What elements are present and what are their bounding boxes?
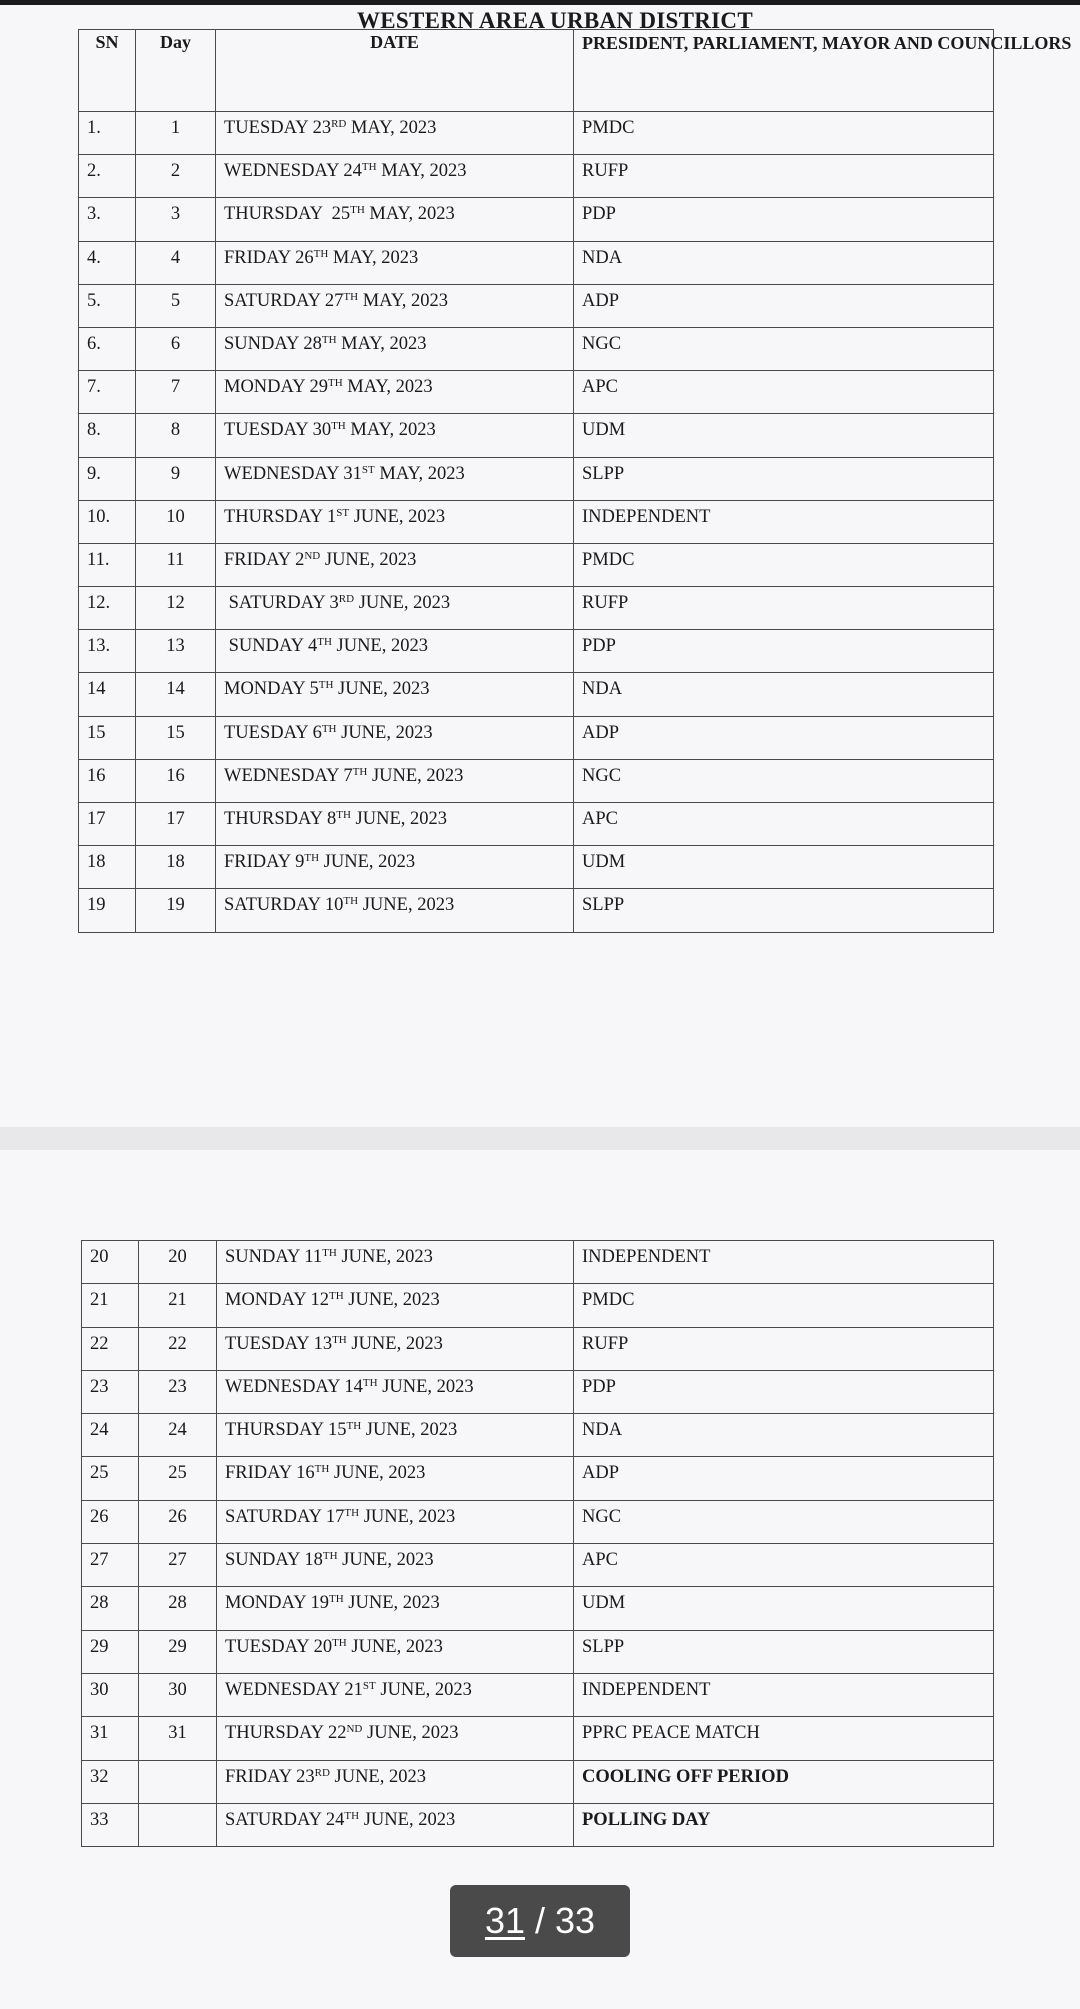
date-weekday-day: SUNDAY 4 bbox=[224, 636, 318, 657]
date-weekday-day: MONDAY 12 bbox=[225, 1290, 329, 1311]
cell-party: PMDC bbox=[574, 543, 994, 586]
cell-sn: 4. bbox=[79, 241, 136, 284]
table-row bbox=[82, 1414, 994, 1457]
cell-sn: 19 bbox=[79, 889, 136, 932]
table-row bbox=[79, 889, 994, 932]
cell-date bbox=[216, 241, 574, 284]
table-row bbox=[79, 112, 994, 155]
table-row bbox=[79, 716, 994, 759]
cell-party: ADP bbox=[574, 716, 994, 759]
date-ordinal-suffix: TH bbox=[361, 161, 377, 174]
date-weekday-day: FRIDAY 2 bbox=[224, 549, 305, 570]
cell-sn: 15 bbox=[79, 716, 136, 759]
date-weekday-day: SUNDAY 11 bbox=[225, 1247, 323, 1267]
date-month-year: JUNE, 2023 bbox=[361, 1420, 458, 1441]
cell-date bbox=[216, 716, 574, 759]
cell-sn: 26 bbox=[82, 1500, 139, 1543]
cell-date bbox=[216, 198, 574, 241]
cell-party: POLLING DAY bbox=[574, 1803, 994, 1846]
cell-sn: 28 bbox=[82, 1587, 139, 1630]
cell-day: 28 bbox=[139, 1587, 217, 1630]
cell-sn: 7. bbox=[79, 371, 136, 414]
table-row bbox=[82, 1284, 994, 1327]
date-ordinal-suffix: TH bbox=[343, 290, 359, 303]
cell-sn: 13. bbox=[79, 630, 136, 673]
cell-sn: 23 bbox=[82, 1370, 139, 1413]
cell-sn: 31 bbox=[82, 1717, 139, 1760]
table-row bbox=[79, 803, 994, 846]
cell-day: 30 bbox=[139, 1673, 217, 1716]
date-weekday-day: SATURDAY 27 bbox=[224, 290, 344, 311]
cell-date bbox=[217, 1587, 574, 1630]
date-ordinal-suffix: TH bbox=[336, 809, 351, 821]
cell-day: 18 bbox=[136, 846, 216, 889]
cell-party: PPRC PEACE MATCH bbox=[574, 1717, 994, 1760]
date-month-year: MAY, 2023 bbox=[364, 204, 455, 225]
date-weekday-day: SUNDAY 18 bbox=[225, 1550, 323, 1571]
table-row bbox=[82, 1457, 994, 1500]
cell-sn: 21 bbox=[82, 1284, 139, 1327]
date-weekday-day: SATURDAY 10 bbox=[224, 895, 344, 916]
table-row bbox=[79, 198, 994, 241]
cell-party: NGC bbox=[574, 759, 994, 802]
date-weekday-day: WEDNESDAY 31 bbox=[224, 463, 362, 484]
date-ordinal-suffix: RD bbox=[338, 593, 355, 606]
date-month-year: JUNE, 2023 bbox=[350, 809, 448, 829]
cell-sn: 29 bbox=[82, 1630, 139, 1673]
date-month-year: JUNE, 2023 bbox=[375, 1679, 472, 1700]
cell-party: APC bbox=[574, 803, 994, 846]
date-ordinal-suffix: TH bbox=[332, 1636, 347, 1649]
table-row bbox=[79, 457, 994, 500]
date-ordinal-suffix: TH bbox=[322, 1550, 338, 1563]
cell-date bbox=[216, 371, 574, 414]
date-month-year: JUNE, 2023 bbox=[343, 1290, 440, 1311]
table-row bbox=[82, 1370, 994, 1413]
cell-day: 31 bbox=[139, 1717, 217, 1760]
date-weekday-day: SATURDAY 17 bbox=[225, 1506, 345, 1527]
cell-party: COOLING OFF PERIOD bbox=[574, 1760, 994, 1803]
table-row bbox=[79, 414, 994, 457]
total-pages: 33 bbox=[555, 1900, 596, 1941]
cell-day: 4 bbox=[136, 241, 216, 284]
table-row bbox=[82, 1717, 994, 1760]
cell-sn: 9. bbox=[79, 457, 136, 500]
cell-date bbox=[216, 889, 574, 932]
cell-party: ADP bbox=[574, 284, 994, 327]
cell-party: PDP bbox=[574, 1370, 994, 1413]
cell-date bbox=[217, 1673, 574, 1716]
cell-party: UDM bbox=[574, 846, 994, 889]
cell-party: INDEPENDENT bbox=[574, 500, 994, 543]
cell-sn: 10. bbox=[79, 500, 136, 543]
table-row bbox=[79, 673, 994, 716]
date-ordinal-suffix: TH bbox=[332, 1333, 347, 1346]
date-ordinal-suffix: TH bbox=[314, 1463, 330, 1476]
date-month-year: JUNE, 2023 bbox=[359, 1506, 456, 1527]
date-month-year: JUNE, 2023 bbox=[367, 765, 464, 786]
cell-day: 21 bbox=[139, 1284, 217, 1327]
date-month-year: JUNE, 2023 bbox=[377, 1376, 474, 1397]
date-ordinal-suffix: TH bbox=[322, 1247, 337, 1259]
cell-date bbox=[217, 1370, 574, 1413]
date-ordinal-suffix: TH bbox=[346, 1420, 362, 1433]
cell-date bbox=[216, 112, 574, 155]
cell-day: 5 bbox=[136, 284, 216, 327]
document-page-2 bbox=[0, 1150, 1080, 2009]
cell-day: 16 bbox=[136, 759, 216, 802]
date-weekday-day: TUESDAY 30 bbox=[224, 420, 332, 441]
schedule-body-1 bbox=[79, 112, 994, 933]
cell-party: SLPP bbox=[574, 457, 994, 500]
table-row bbox=[82, 1500, 994, 1543]
cell-date bbox=[217, 1414, 574, 1457]
page-indicator[interactable] bbox=[450, 1885, 630, 1957]
cell-day: 2 bbox=[136, 155, 216, 198]
cell-sn: 27 bbox=[82, 1544, 139, 1587]
cell-party: INDEPENDENT bbox=[574, 1673, 994, 1716]
cell-sn: 25 bbox=[82, 1457, 139, 1500]
cell-day: 13 bbox=[136, 630, 216, 673]
cell-date bbox=[216, 846, 574, 889]
cell-party: APC bbox=[574, 371, 994, 414]
date-month-year: MAY, 2023 bbox=[376, 161, 467, 182]
cell-party: NGC bbox=[574, 1500, 994, 1543]
date-ordinal-suffix: ST bbox=[362, 1679, 376, 1692]
cell-day: 17 bbox=[136, 803, 216, 846]
cell-date bbox=[216, 803, 574, 846]
cell-date bbox=[216, 155, 574, 198]
date-weekday-day: SUNDAY 28 bbox=[224, 333, 322, 354]
cell-sn: 24 bbox=[82, 1414, 139, 1457]
cell-day: 10 bbox=[136, 500, 216, 543]
current-page-number[interactable]: 31 bbox=[484, 1900, 525, 1941]
date-month-year: JUNE, 2023 bbox=[319, 852, 416, 873]
date-ordinal-suffix: TH bbox=[317, 636, 332, 649]
date-month-year: MAY, 2023 bbox=[358, 290, 449, 311]
cell-day bbox=[139, 1760, 217, 1803]
header-date: DATE bbox=[216, 30, 574, 112]
cell-date bbox=[217, 1803, 574, 1846]
date-ordinal-suffix: RD bbox=[314, 1766, 330, 1779]
date-month-year: JUNE, 2023 bbox=[358, 895, 455, 916]
cell-sn: 1. bbox=[79, 112, 136, 155]
cell-party: NDA bbox=[574, 673, 994, 716]
cell-party: INDEPENDENT bbox=[574, 1241, 994, 1284]
cell-party: RUFP bbox=[574, 155, 994, 198]
schedule-table-1 bbox=[78, 29, 1072, 933]
cell-party: UDM bbox=[574, 414, 994, 457]
table-row bbox=[82, 1803, 994, 1846]
date-month-year: JUNE, 2023 bbox=[331, 636, 428, 657]
cell-party: UDM bbox=[574, 1587, 994, 1630]
date-weekday-day: MONDAY 5 bbox=[224, 679, 319, 700]
cell-day: 8 bbox=[136, 414, 216, 457]
date-month-year: JUNE, 2023 bbox=[354, 593, 451, 614]
date-weekday-day: THURSDAY 15 bbox=[225, 1420, 347, 1441]
date-weekday-day: THURSDAY 25 bbox=[224, 204, 351, 225]
cell-sn: 16 bbox=[79, 759, 136, 802]
date-weekday-day: THURSDAY 1 bbox=[224, 506, 337, 527]
cell-date bbox=[217, 1630, 574, 1673]
cell-date bbox=[217, 1760, 574, 1803]
table-row bbox=[79, 155, 994, 198]
table-header-row bbox=[79, 30, 994, 112]
date-ordinal-suffix: TH bbox=[362, 1376, 378, 1389]
cell-date bbox=[216, 327, 574, 370]
cell-day: 26 bbox=[139, 1500, 217, 1543]
cell-party: APC bbox=[574, 1544, 994, 1587]
date-ordinal-suffix: TH bbox=[331, 420, 346, 433]
header-party: PRESIDENT, PARLIAMENT, MAYOR AND COUNCILLORS bbox=[574, 30, 994, 112]
cell-date bbox=[217, 1717, 574, 1760]
date-ordinal-suffix: TH bbox=[313, 247, 329, 260]
date-weekday-day: TUESDAY 13 bbox=[225, 1333, 333, 1354]
cell-date bbox=[216, 284, 574, 327]
table-row bbox=[79, 241, 994, 284]
cell-date bbox=[217, 1327, 574, 1370]
date-weekday-day: WEDNESDAY 14 bbox=[225, 1376, 363, 1397]
document-title: WESTERN AREA URBAN DISTRICT bbox=[356, 8, 753, 33]
cell-day: 24 bbox=[139, 1414, 217, 1457]
date-weekday-day: TUESDAY 20 bbox=[225, 1636, 333, 1657]
date-month-year: JUNE, 2023 bbox=[329, 1463, 426, 1484]
cell-sn: 17 bbox=[79, 803, 136, 846]
cell-day: 12 bbox=[136, 587, 216, 630]
table-row bbox=[79, 759, 994, 802]
date-month-year: JUNE, 2023 bbox=[333, 679, 430, 700]
date-weekday-day: THURSDAY 8 bbox=[224, 809, 337, 829]
cell-date bbox=[216, 543, 574, 586]
date-weekday-day: FRIDAY 23 bbox=[225, 1766, 315, 1787]
date-weekday-day: FRIDAY 26 bbox=[224, 247, 314, 268]
table-row bbox=[79, 846, 994, 889]
cell-day: 3 bbox=[136, 198, 216, 241]
date-month-year: JUNE, 2023 bbox=[349, 506, 446, 527]
table-row bbox=[79, 543, 994, 586]
date-weekday-day: TUESDAY 6 bbox=[224, 722, 322, 743]
cell-sn: 12. bbox=[79, 587, 136, 630]
date-ordinal-suffix: TH bbox=[350, 204, 365, 217]
date-month-year: MAY, 2023 bbox=[345, 420, 436, 441]
schedule-body-2 bbox=[82, 1241, 994, 1847]
date-ordinal-suffix: TH bbox=[343, 895, 359, 908]
table-row bbox=[79, 327, 994, 370]
date-ordinal-suffix: TH bbox=[318, 679, 334, 692]
date-month-year: MAY, 2023 bbox=[328, 247, 419, 268]
date-month-year: JUNE, 2023 bbox=[336, 1247, 433, 1267]
cell-sn: 32 bbox=[82, 1760, 139, 1803]
cell-party: PMDC bbox=[574, 1284, 994, 1327]
cell-sn: 22 bbox=[82, 1327, 139, 1370]
date-month-year: MAY, 2023 bbox=[346, 118, 437, 138]
cell-sn: 14 bbox=[79, 673, 136, 716]
cell-party: PDP bbox=[574, 198, 994, 241]
date-month-year: JUNE, 2023 bbox=[343, 1593, 440, 1614]
table-row bbox=[82, 1630, 994, 1673]
date-ordinal-suffix: TH bbox=[328, 377, 343, 390]
date-month-year: MAY, 2023 bbox=[374, 463, 465, 484]
cell-date bbox=[217, 1241, 574, 1284]
page-separator: / bbox=[534, 1900, 545, 1941]
date-ordinal-suffix: TH bbox=[321, 333, 337, 346]
cell-party: RUFP bbox=[574, 587, 994, 630]
cell-day: 20 bbox=[139, 1241, 217, 1284]
cell-day: 25 bbox=[139, 1457, 217, 1500]
date-month-year: MAY, 2023 bbox=[342, 377, 433, 398]
date-weekday-day: SATURDAY 24 bbox=[225, 1809, 345, 1830]
cell-day: 11 bbox=[136, 543, 216, 586]
header-sn: SN bbox=[79, 30, 136, 112]
cell-party: PDP bbox=[574, 630, 994, 673]
cell-sn: 30 bbox=[82, 1673, 139, 1716]
cell-sn: 6. bbox=[79, 327, 136, 370]
date-weekday-day: MONDAY 19 bbox=[225, 1593, 329, 1614]
table-row bbox=[79, 587, 994, 630]
table-row bbox=[82, 1241, 994, 1284]
date-weekday-day: WEDNESDAY 24 bbox=[224, 161, 362, 182]
date-ordinal-suffix: TH bbox=[304, 852, 320, 865]
cell-sn: 2. bbox=[79, 155, 136, 198]
table-row bbox=[82, 1587, 994, 1630]
cell-date bbox=[217, 1457, 574, 1500]
cell-sn: 11. bbox=[79, 543, 136, 586]
cell-date bbox=[216, 673, 574, 716]
date-month-year: JUNE, 2023 bbox=[362, 1723, 459, 1744]
date-month-year: JUNE, 2023 bbox=[346, 1333, 443, 1354]
date-weekday-day: TUESDAY 23 bbox=[224, 118, 332, 138]
date-month-year: JUNE, 2023 bbox=[336, 722, 433, 743]
cell-sn: 8. bbox=[79, 414, 136, 457]
date-weekday-day: THURSDAY 22 bbox=[225, 1723, 347, 1744]
cell-day: 29 bbox=[139, 1630, 217, 1673]
table-row bbox=[79, 284, 994, 327]
date-ordinal-suffix: ST bbox=[336, 506, 350, 519]
table-row bbox=[82, 1760, 994, 1803]
date-weekday-day: SATURDAY 3 bbox=[224, 593, 339, 614]
date-ordinal-suffix: RD bbox=[331, 118, 347, 130]
cell-day bbox=[139, 1803, 217, 1846]
date-ordinal-suffix: TH bbox=[321, 722, 337, 735]
date-month-year: JUNE, 2023 bbox=[346, 1636, 443, 1657]
cell-date bbox=[216, 457, 574, 500]
date-ordinal-suffix: TH bbox=[352, 765, 368, 778]
header-day: Day bbox=[136, 30, 216, 112]
table-row bbox=[82, 1544, 994, 1587]
schedule-table-2 bbox=[81, 1240, 994, 1847]
table-row bbox=[79, 630, 994, 673]
cell-party: SLPP bbox=[574, 889, 994, 932]
date-month-year: MAY, 2023 bbox=[336, 333, 427, 354]
cell-party: NDA bbox=[574, 241, 994, 284]
date-ordinal-suffix: TH bbox=[329, 1593, 344, 1606]
date-ordinal-suffix: TH bbox=[329, 1290, 344, 1303]
cell-day: 6 bbox=[136, 327, 216, 370]
date-weekday-day: WEDNESDAY 7 bbox=[224, 765, 353, 786]
cell-day: 7 bbox=[136, 371, 216, 414]
cell-day: 22 bbox=[139, 1327, 217, 1370]
date-month-year: JUNE, 2023 bbox=[337, 1550, 434, 1571]
date-ordinal-suffix: TH bbox=[344, 1506, 360, 1519]
cell-date bbox=[216, 759, 574, 802]
date-weekday-day: FRIDAY 16 bbox=[225, 1463, 315, 1484]
date-ordinal-suffix: ST bbox=[361, 463, 375, 476]
table-row bbox=[79, 500, 994, 543]
date-weekday-day: MONDAY 29 bbox=[224, 377, 328, 398]
cell-day: 27 bbox=[139, 1544, 217, 1587]
date-weekday-day: FRIDAY 9 bbox=[224, 852, 305, 873]
cell-sn: 3. bbox=[79, 198, 136, 241]
cell-date bbox=[216, 630, 574, 673]
cell-date bbox=[216, 500, 574, 543]
cell-day: 14 bbox=[136, 673, 216, 716]
cell-party: ADP bbox=[574, 1457, 994, 1500]
cell-party: RUFP bbox=[574, 1327, 994, 1370]
date-ordinal-suffix: ND bbox=[346, 1723, 363, 1736]
cell-date bbox=[216, 587, 574, 630]
table-row bbox=[82, 1673, 994, 1716]
cell-sn: 20 bbox=[82, 1241, 139, 1284]
cell-day: 15 bbox=[136, 716, 216, 759]
cell-sn: 33 bbox=[82, 1803, 139, 1846]
cell-sn: 5. bbox=[79, 284, 136, 327]
document-page-1 bbox=[0, 5, 1080, 1127]
cell-date bbox=[217, 1544, 574, 1587]
cell-date bbox=[217, 1284, 574, 1327]
date-ordinal-suffix: TH bbox=[344, 1809, 360, 1822]
cell-party: NDA bbox=[574, 1414, 994, 1457]
cell-date bbox=[216, 414, 574, 457]
cell-sn: 18 bbox=[79, 846, 136, 889]
date-weekday-day: WEDNESDAY 21 bbox=[225, 1679, 363, 1700]
table-row bbox=[82, 1327, 994, 1370]
cell-day: 19 bbox=[136, 889, 216, 932]
cell-day: 1 bbox=[136, 112, 216, 155]
cell-party: PMDC bbox=[574, 112, 994, 155]
cell-date bbox=[217, 1500, 574, 1543]
date-month-year: JUNE, 2023 bbox=[320, 549, 417, 570]
date-ordinal-suffix: ND bbox=[304, 549, 321, 562]
cell-day: 23 bbox=[139, 1370, 217, 1413]
date-month-year: JUNE, 2023 bbox=[359, 1809, 456, 1830]
table-row bbox=[79, 371, 994, 414]
cell-party: NGC bbox=[574, 327, 994, 370]
cell-day: 9 bbox=[136, 457, 216, 500]
date-month-year: JUNE, 2023 bbox=[329, 1766, 426, 1787]
cell-party: SLPP bbox=[574, 1630, 994, 1673]
